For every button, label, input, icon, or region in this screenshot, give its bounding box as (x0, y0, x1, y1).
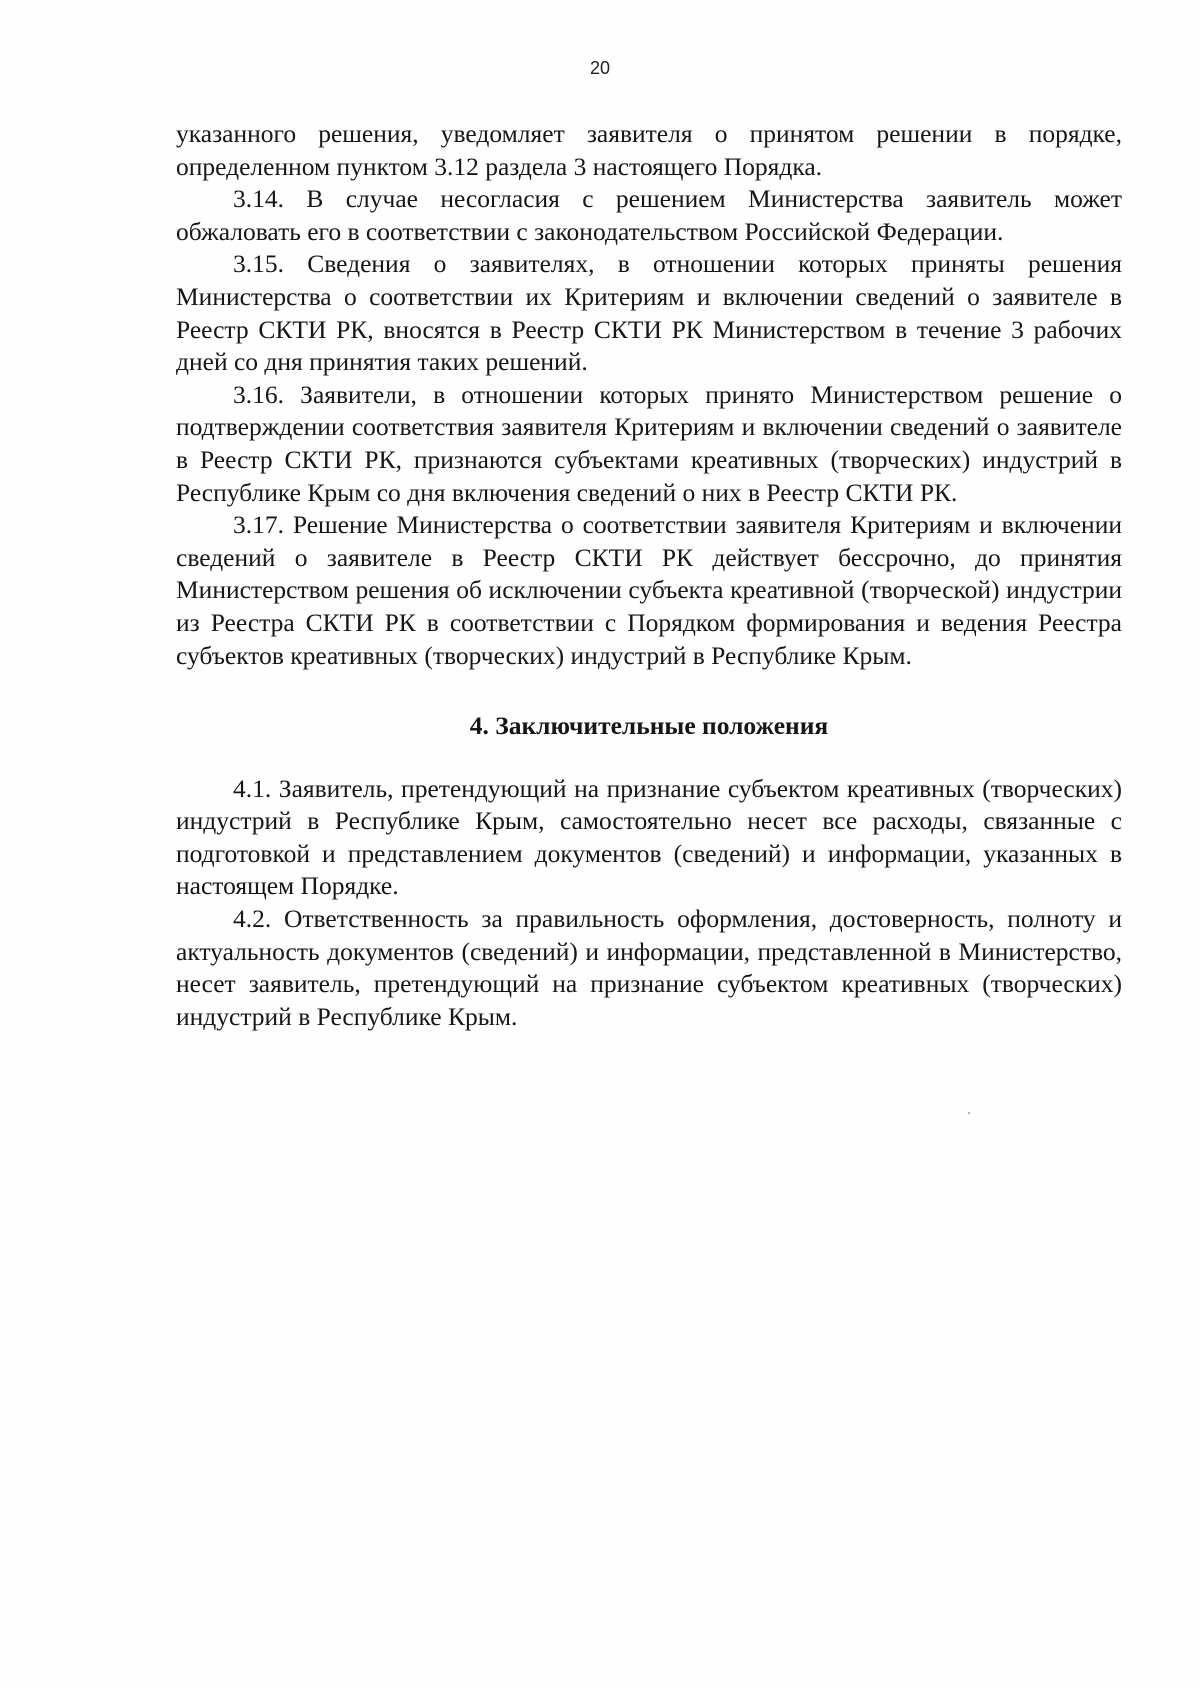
paragraph-3-15: 3.15. Сведения о заявителях, в отношении которых приняты решения Министерства о соответствии их Критериям и включении сведений о заявителе в Реестр СКТИ РК, вносятся в Реестр СКТИ РК Министерством в течение 3 рабочих дней со дня принятия таких решений. (176, 249, 1122, 377)
paragraph-continuation: указанного решения, уведомляет заявителя о принятом решении в порядке, определенном пунктом 3.12 раздела 3 настоящего Порядка. (176, 119, 1122, 181)
spacer (176, 672, 1122, 710)
document-body (176, 118, 1122, 1033)
scan-speck (968, 1112, 970, 1114)
section-heading: 4. Заключительные положения (469, 711, 829, 741)
paragraph-3-16: 3.16. Заявители, в отношении которых принято Министерством решение о подтверждении соответствия заявителя Критериям и включении сведений о заявителе в Реестр СКТИ РК, признаются субъектами креативных (творческих) индустрий в Республике Крым со дня включения сведений о них в Реестр СКТИ РК. (176, 379, 1122, 507)
paragraph-4-1: 4.1. Заявитель, претендующий на признание субъектом креативных (творческих) индустрий в Республике Крым, самостоятельно несет все расходы, связанные с подготовкой и представлением документов (сведений) и информации, указанных в настоящем Порядке. (176, 773, 1122, 901)
paragraph-3-17: 3.17. Решение Министерства о соответствии заявителя Критериям и включении сведений о заявителе в Реестр СКТИ РК действует бессрочно, до принятия Министерством решения об исключении субъекта креативной (творческой) индустрии из Реестра СКТИ РК в соответствии с Порядком формирования и ведения Реестра субъектов креативных (творческих) индустрий в Республике Крым. (176, 510, 1122, 670)
page-number: 20 (589, 58, 611, 78)
spacer (176, 743, 1122, 773)
paragraph-3-14: 3.14. В случае несогласия с решением Министерства заявитель может обжаловать его в соответствии с законодательством Российской Федерации. (176, 184, 1122, 246)
paragraph-4-2: 4.2. Ответственность за правильность оформления, достоверность, полноту и актуальность документов (сведений) и информации, представленной в Министерство, несет заявитель, претендующий на признание субъектом креативных (творческих) индустрий в Республике Крым. (176, 904, 1122, 1031)
